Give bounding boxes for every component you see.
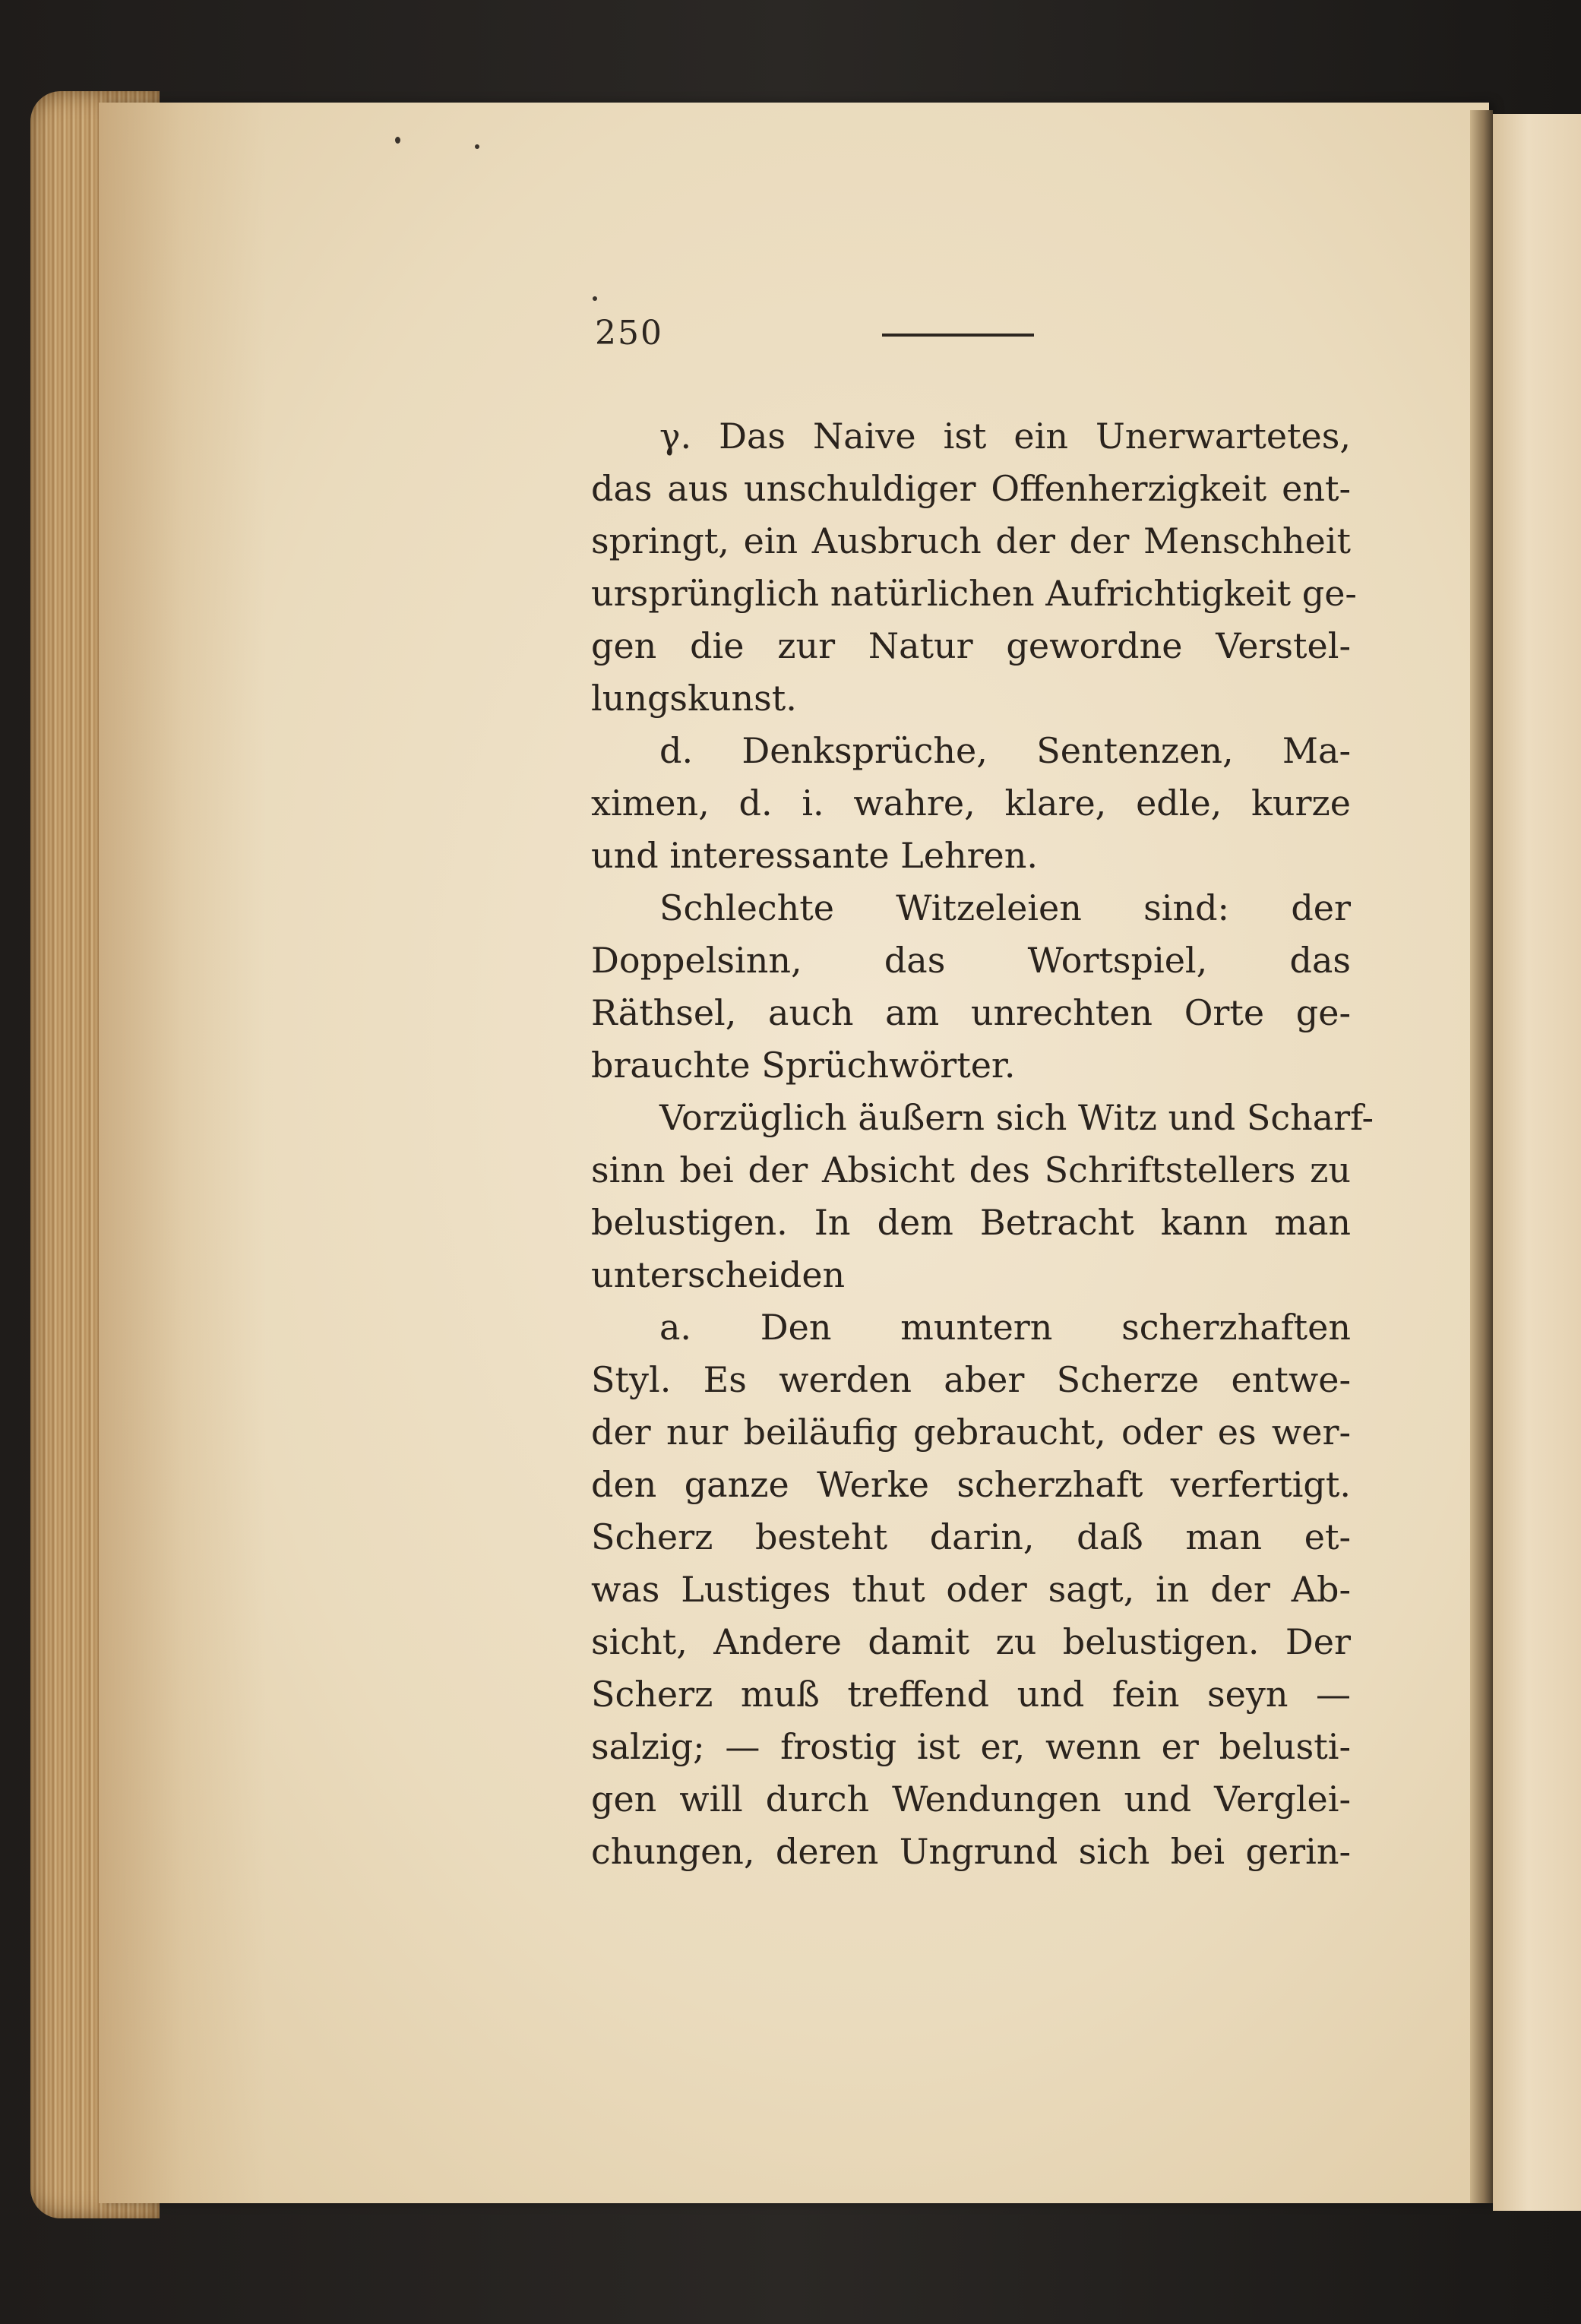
facing-page-edge (1493, 114, 1581, 2211)
text-line: was Lustiges thut oder sagt, in der Ab- (591, 1569, 1351, 1610)
text-line: Styl. Es werden aber Scherze entwe- (591, 1359, 1351, 1400)
text-line: gen die zur Natur gewordne Verstel- (591, 625, 1351, 666)
text-line: und interessante Lehren. (591, 835, 1039, 876)
text-line: Räthsel, auch am unrechten Orte ge- (591, 992, 1351, 1033)
text-line: das aus unschuldiger Offenherzigkeit ent- (591, 468, 1351, 509)
body-text (591, 410, 1374, 1878)
running-header (595, 308, 1355, 368)
book-gutter (1470, 110, 1493, 2203)
text-line: sinn bei der Absicht des Schriftstellers zu (591, 1149, 1351, 1190)
page-shadow (99, 103, 266, 2203)
paper-speck (395, 137, 400, 144)
text-line: lungskunst. (591, 678, 797, 719)
text-line: Doppelsinn, das Wortspiel, das (591, 940, 1351, 981)
text-line: Scherz besteht darin, daß man et- (591, 1516, 1351, 1557)
text-line: springt, ein Ausbruch der der Menschheit (591, 520, 1351, 561)
text-line: d. Denksprüche, Sentenzen, Ma- (659, 730, 1351, 771)
text-line: Schlechte Witzeleien sind: der (659, 887, 1351, 928)
paper-speck (593, 296, 597, 301)
text-line: sicht, Andere damit zu belustigen. Der (591, 1621, 1351, 1662)
text-line: unterscheiden (591, 1254, 846, 1295)
text-line: der nur beiläufig gebraucht, oder es wer- (591, 1412, 1351, 1453)
text-line: Vorzüglich äußern sich Witz und Scharf- (659, 1097, 1374, 1138)
page-number: 250 (595, 314, 663, 353)
text-line: brauchte Sprüchwörter. (591, 1045, 1016, 1086)
text-line: γ. Das Naive ist ein Unerwartetes, (659, 416, 1351, 457)
text-line: a. Den muntern scherzhaften (659, 1307, 1351, 1348)
text-line: ursprünglich natürlichen Aufrichtigkeit ge- (591, 573, 1357, 614)
text-line: Scherz muß treffend und fein seyn — (591, 1674, 1351, 1715)
text-line: den ganze Werke scherzhaft verfertigt. (591, 1464, 1351, 1505)
text-line: salzig; — frostig ist er, wenn er belusti- (591, 1726, 1351, 1767)
text-line: ximen, d. i. wahre, klare, edle, kurze (591, 783, 1351, 824)
paper-speck (475, 144, 479, 149)
text-line: belustigen. In dem Betracht kann man (591, 1202, 1351, 1243)
text-line: chungen, deren Ungrund sich bei gerin- (591, 1831, 1351, 1872)
text-line: gen will durch Wendungen und Verglei- (591, 1779, 1351, 1820)
header-rule (882, 334, 1034, 337)
